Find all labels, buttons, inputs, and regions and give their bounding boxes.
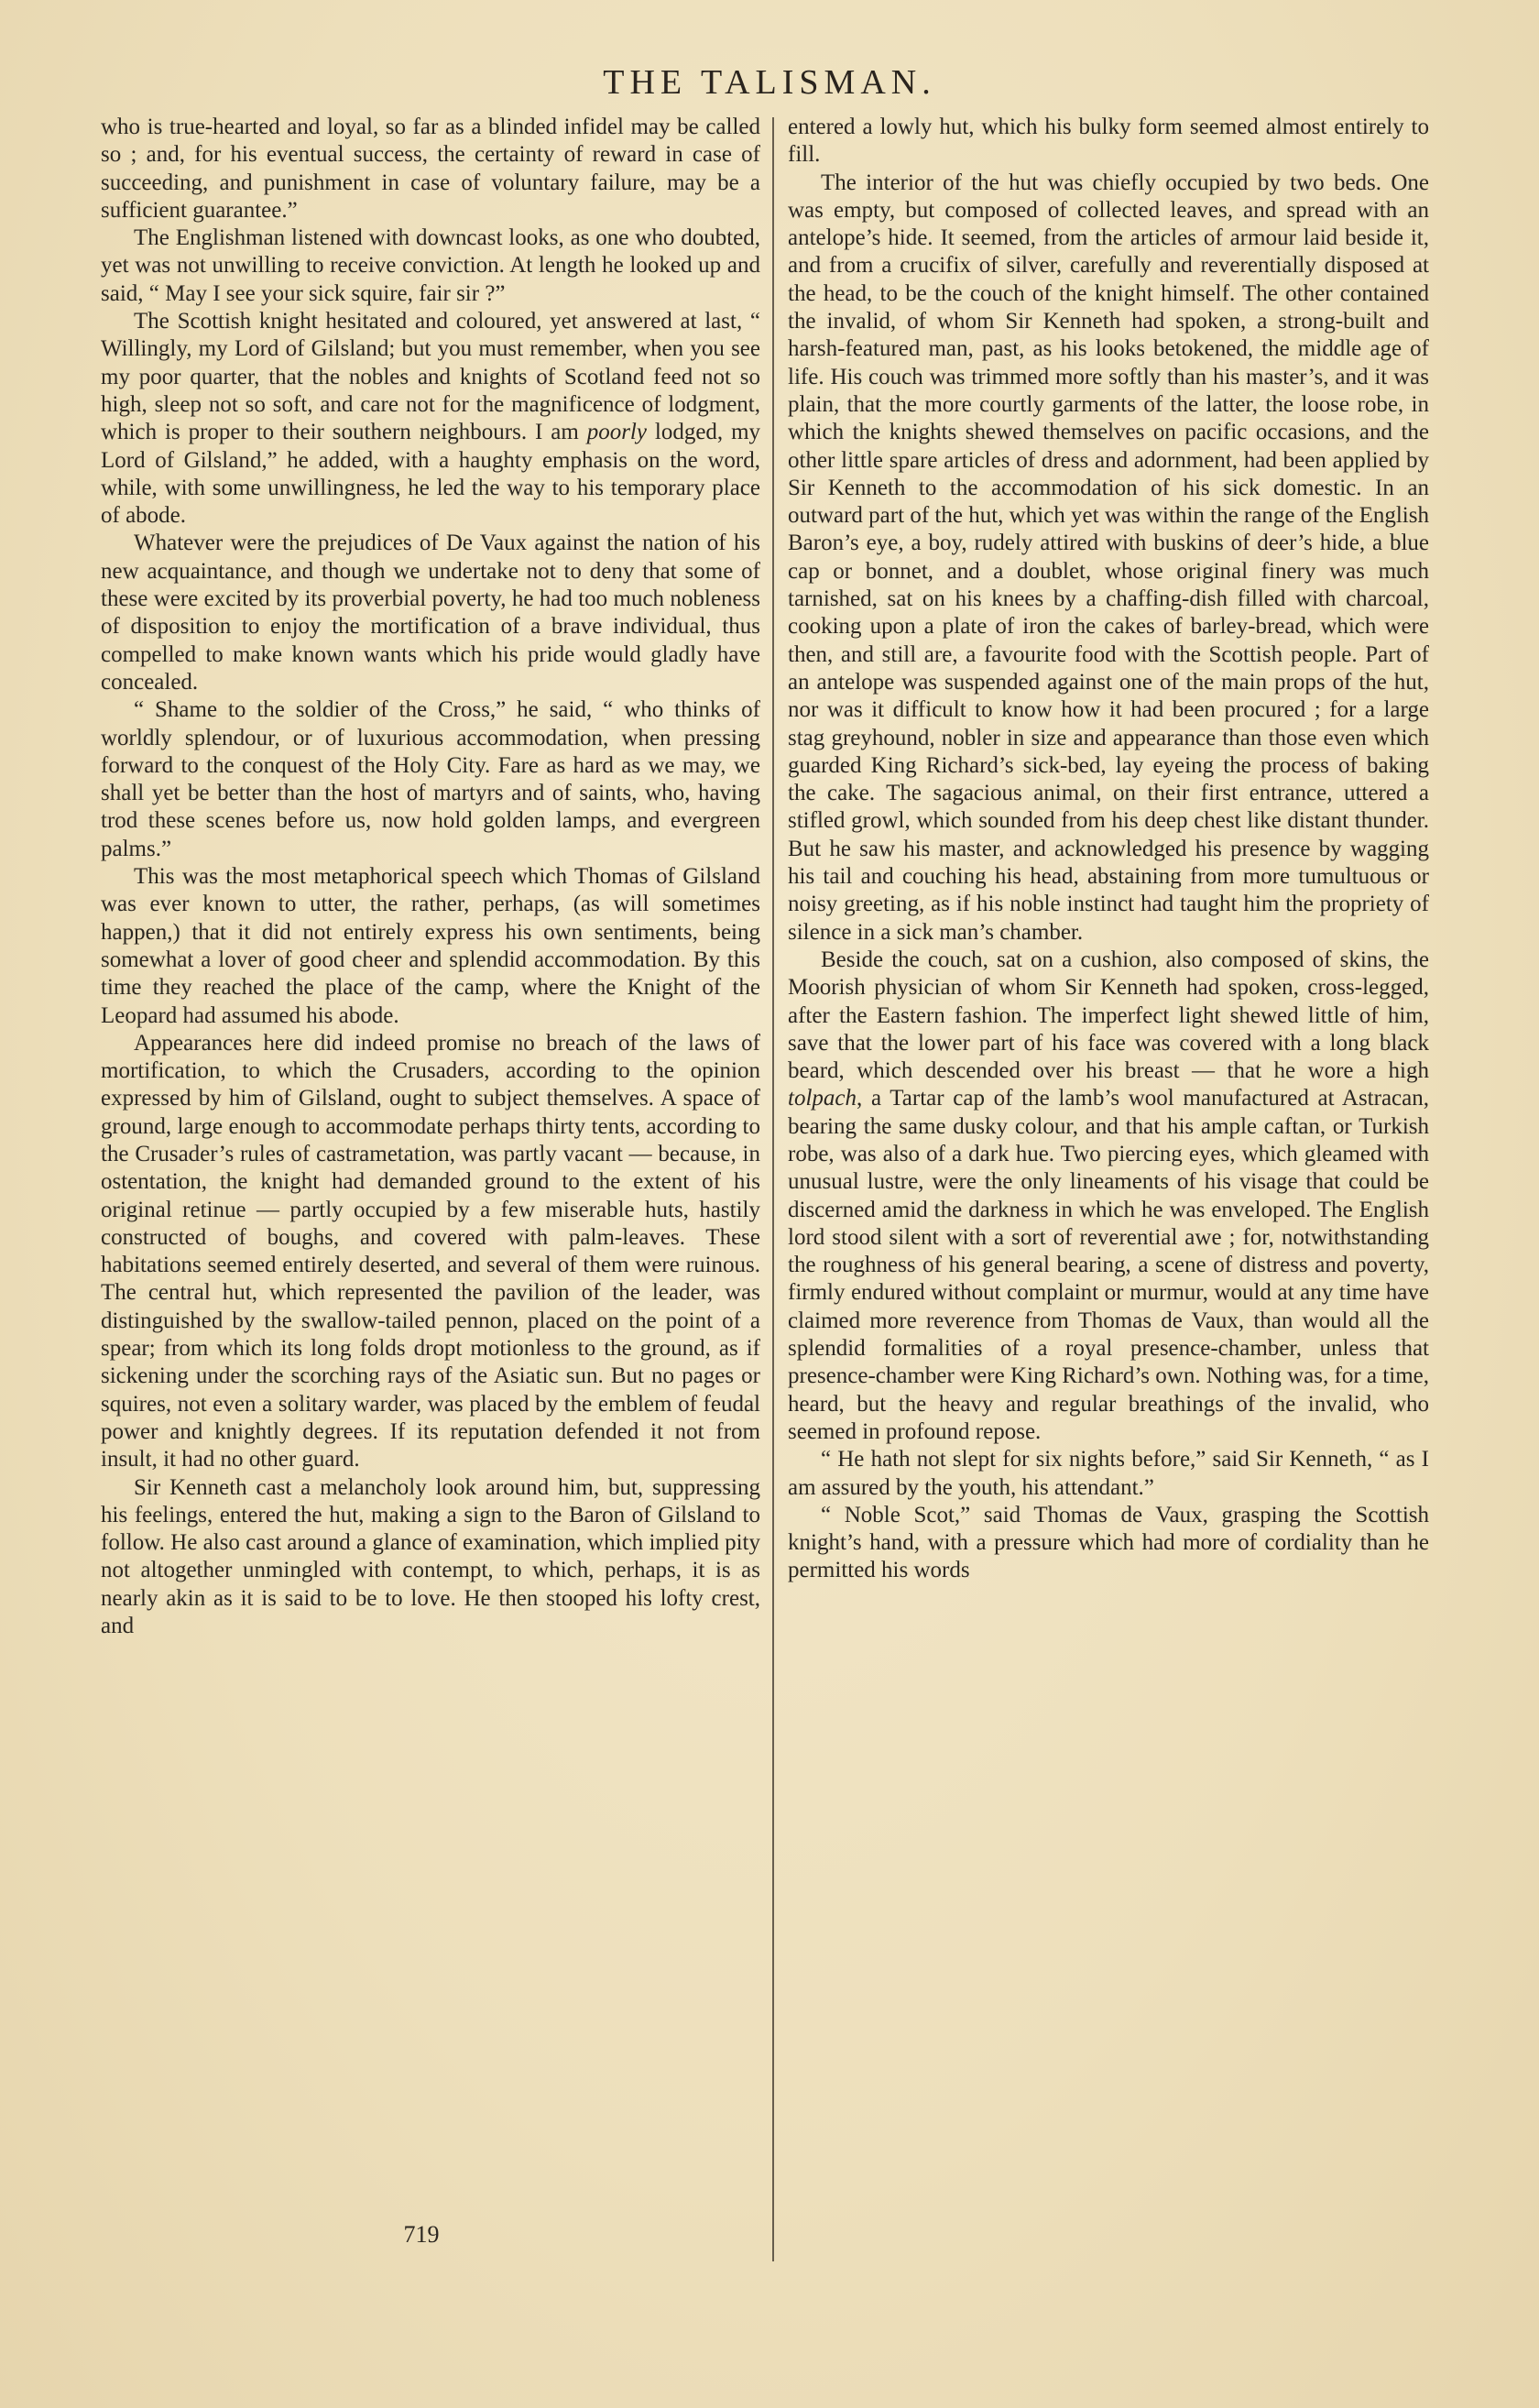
- paragraph: “ Noble Scot,” said Thomas de Vaux, grasping the Scottish knight’s hand, with a pressure which had more of cordiality than he permitted his words: [788, 1502, 1429, 1583]
- paragraph: Appearances here did indeed promise no breach of the laws of mortification, to which the Crusaders, according to the opinion expressed by him of Gilsland, ought to subject themselves. A space of ground, large enough to accommodate perhaps thirty tents, according to the Crusader’s rules of castrametation, was partly vacant — because, in ostentation, the knight had demanded ground to the extent of his original retinue — partly occupied by a few miserable huts, hastily constructed of boughs, and covered with palm-leaves. These habitations seemed entirely deserted, and several of them were ruinous. The central hut, which represented the pavilion of the leader, was distinguished by the swallow-tailed pennon, placed on the point of a spear; from which its long folds dropt motionless to the ground, as if sickening under the scorching rays of the Asiatic sun. But no pages or squires, not even a solitary warder, was placed by the emblem of feudal power and knightly degrees. If its reputation defended it not from insult, it had no other guard.: [101, 1030, 760, 1472]
- paragraph: The Englishman listened with downcast looks, as one who doubted, yet was not unwilling to receive conviction. At length he looked up and said, “ May I see your sick squire, fair sir ?”: [101, 225, 760, 306]
- italic-word: poorly: [586, 420, 647, 445]
- page-number: 719: [403, 2221, 440, 2248]
- paragraph: Whatever were the prejudices of De Vaux against the nation of his new acquaintance, and though we undertake not to deny that some of these were excited by its proverbial poverty, he had too much nobleness of disposition to enjoy the mortification of a brave individual, thus compelled to make known wants which his pride would gladly have concealed.: [101, 531, 760, 695]
- paragraph: “ Shame to the soldier of the Cross,” he said, “ who thinks of worldly splendour, or of luxurious accommodation, when pressing forward to the conquest of the Holy City. Fare as hard as we may, we shall yet be better than the host of martyrs and of saints, who, having trod these scenes before us, now hold golden lamps, and evergreen palms.”: [101, 697, 760, 861]
- paragraph-text: lodged, my Lord of Gilsland,” he added, with a haughty emphasis on the word, while, with some unwillingness, he led the way to his temporary place of abode.: [101, 420, 761, 529]
- paragraph-text: Beside the couch, sat on a cushion, also composed of skins, the Moorish physician of whom Sir Kenneth had spoken, cross-legged, after the Eastern fashion. The imperfect light shewed little of him, save that the lower part of his face was covered with a long black beard, which descended over his breast — that he wore a high: [788, 947, 1429, 1084]
- paragraph: Sir Kenneth cast a melancholy look around him, but, suppressing his feelings, entered the hut, making a sign to the Baron of Gilsland to follow. He also cast around a glance of examination, which implied pity not altogether unmingled with contempt, to which, perhaps, it is as nearly akin as it is said to be to love. He then stooped his lofty crest, and: [101, 1474, 760, 1639]
- paragraph: This was the most metaphorical speech which Thomas of Gilsland was ever known to utter, the rather, perhaps, (as will sometimes happen,) that it did not entirely express his own sentiments, being somewhat a lover of good cheer and splendid accommodation. By this time they reached the place of the camp, where the Knight of the Leopard had assumed his abode.: [101, 864, 760, 1028]
- left-column: [101, 114, 760, 1640]
- paragraph: entered a lowly hut, which his bulky form seemed almost entirely to fill.: [788, 115, 1429, 168]
- column-divider: [772, 117, 774, 2261]
- italic-word: tolpach: [788, 1086, 857, 1111]
- paragraph-with-italic: [788, 947, 1429, 1446]
- right-column: [788, 114, 1429, 1585]
- paragraph: who is true-hearted and loyal, so far as a blinded infidel may be called so ; and, for his eventual success, the certainty of reward in case of succeeding, and punishment in case of voluntary failure, may be a sufficient guarantee.”: [101, 115, 760, 223]
- paragraph: The interior of the hut was chiefly occupied by two beds. One was empty, but composed of collected leaves, and spread with an antelope’s hide. It seemed, from the articles of armour laid beside it, and from a crucifix of silver, carefully and reverentially disposed at the head, to be the couch of the knight himself. The other contained the invalid, of whom Sir Kenneth had spoken, a strong-built and harsh-featured man, past, as his looks betokened, the middle age of life. His couch was trimmed more softly than his master’s, and it was plain, that the more courtly garments of the latter, the loose robe, in which the knights shewed themselves on pacific occasions, and the other little spare articles of dress and adornment, had been applied by Sir Kenneth to the accommodation of his sick domestic. In an outward part of the hut, which yet was within the range of the English Baron’s eye, a boy, rudely attired with buskins of deer’s hide, a blue cap or bonnet, and a doublet, whose original finery was much tarnished, sat on his knees by a chaffing-dish filled with charcoal, cooking upon a plate of iron the cakes of barley-bread, which were then, and still are, a favourite food with the Scottish people. Part of an antelope was suspended against one of the main props of the hut, nor was it difficult to know how it had been procured ; for a large stag greyhound, nobler in size and appearance than those even which guarded King Richard’s sick-bed, lay eyeing the process of baking the cake. The sagacious animal, on their first entrance, uttered a stifled growl, which sounded from his deep chest like distant thunder. But he saw his master, and acknowledged his presence by wagging his tail and couching his head, abstaining from more tumultuous or noisy greeting, as if his noble instinct had taught him the propriety of silence in a sick man’s chamber.: [788, 170, 1429, 945]
- paragraph: “ He hath not slept for six nights before,” said Sir Kenneth, “ as I am assured by the youth, his attendant.”: [788, 1447, 1429, 1500]
- paragraph-text: The Scottish knight hesitated and coloured, yet answered at last, “ Willingly, my Lord of Gilsland; but you must remember, when you see my poor quarter, that the nobles and knights of Scotland feed not so high, sleep not so soft, and care not for the magnificence of lodgment, which is proper to their southern neighbours. I am: [101, 309, 760, 445]
- running-title: THE TALISMAN.: [603, 63, 936, 102]
- paragraph-with-italic: [101, 308, 760, 530]
- paragraph-text: , a Tartar cap of the lamb’s wool manufactured at Astracan, bearing the same dusky colour, and that his ample caftan, or Turkish robe, was also of a dark hue. Two piercing eyes, which gleamed with unusual lustre, were the only lineaments of his visage that could be discerned amid the darkness in which he was enveloped. The English lord stood silent with a sort of reverential awe ; for, notwithstanding the roughness of his general bearing, a scene of distress and poverty, firmly endured without complaint or murmur, would at any time have claimed more reverence from Thomas de Vaux, than would all the splendid formalities of a royal presence-chamber, unless that presence-chamber were King Richard’s own. Nothing was, for a time, heard, but the heavy and regular breathings of the invalid, who seemed in profound repose.: [788, 1086, 1429, 1444]
